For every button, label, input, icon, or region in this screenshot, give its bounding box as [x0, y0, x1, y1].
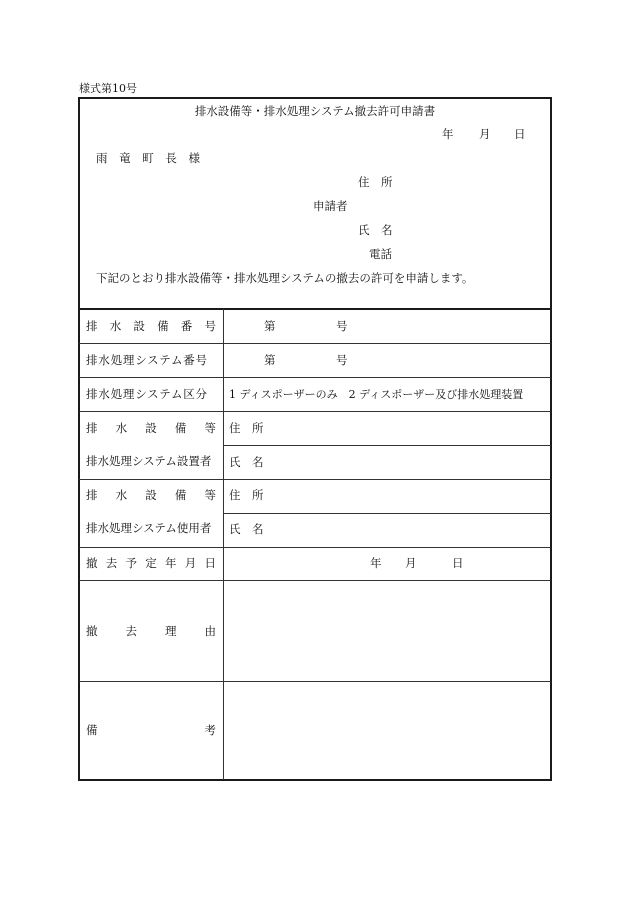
applicant-address-label: 住 所 — [358, 175, 393, 189]
installer-label-2: 排水処理システム設置者 — [86, 454, 212, 468]
installer-name-label: 氏 名 — [229, 455, 264, 469]
system-type-options: 1 ディスポーザーのみ 2 ディスポーザー及び排水処理装置 — [229, 388, 524, 401]
addressee-char: 竜 — [119, 151, 131, 165]
drain-number-dai: 第 — [264, 319, 276, 333]
date-day-label: 日 — [514, 127, 526, 141]
date-month-label: 月 — [479, 127, 491, 141]
row-line — [79, 411, 551, 412]
removal-date-label: 撤 去 予 定 年 月 日 — [86, 556, 216, 570]
addressee-char: 雨 — [96, 151, 108, 165]
row-line — [79, 580, 551, 581]
removal-reason-label: 撤 去 理 由 — [86, 624, 216, 638]
row-line — [223, 513, 551, 514]
drain-number-go: 号 — [336, 319, 348, 333]
row-line — [223, 445, 551, 446]
row-line — [79, 377, 551, 378]
drain-number-label: 排 水 設 備 番 号 — [86, 319, 216, 333]
addressee-char: 長 — [165, 151, 177, 165]
remarks-label: 備 考 — [86, 723, 216, 737]
installer-address-label: 住 所 — [229, 421, 264, 435]
addressee-char: 町 — [142, 151, 154, 165]
removal-year-label: 年 — [370, 556, 382, 570]
row-line — [79, 343, 551, 344]
user-label-2: 排水処理システム使用者 — [86, 521, 212, 535]
system-number-label: 排水処理システム番号 — [86, 353, 208, 367]
addressee — [96, 153, 200, 165]
user-address-label: 住 所 — [229, 488, 264, 502]
row-line — [79, 681, 551, 682]
system-type-label: 排水処理システム区分 — [86, 387, 208, 401]
form-number: 様式第10号 — [79, 82, 137, 95]
date-year-label: 年 — [442, 127, 454, 141]
column-divider — [223, 309, 224, 780]
row-line — [79, 479, 551, 480]
row-line — [79, 547, 551, 548]
user-name-label: 氏 名 — [229, 522, 264, 536]
system-number-dai: 第 — [264, 353, 276, 367]
system-number-go: 号 — [336, 353, 348, 367]
application-statement: 下記のとおり排水設備等・排水処理システムの撤去の許可を申請します。 — [96, 271, 474, 285]
removal-day-label: 日 — [452, 556, 464, 570]
applicant-name-label: 氏 名 — [358, 223, 393, 237]
user-label-1: 排 水 設 備 等 — [86, 488, 216, 502]
form-title: 排水設備等・排水処理システム撤去許可申請書 — [194, 104, 436, 118]
section-divider — [79, 308, 551, 310]
applicant-phone-label: 電話 — [369, 247, 392, 261]
removal-month-label: 月 — [405, 556, 417, 570]
addressee-char: 様 — [188, 151, 200, 165]
applicant-group-label: 申請者 — [313, 199, 348, 213]
installer-label-1: 排 水 設 備 等 — [86, 421, 216, 435]
